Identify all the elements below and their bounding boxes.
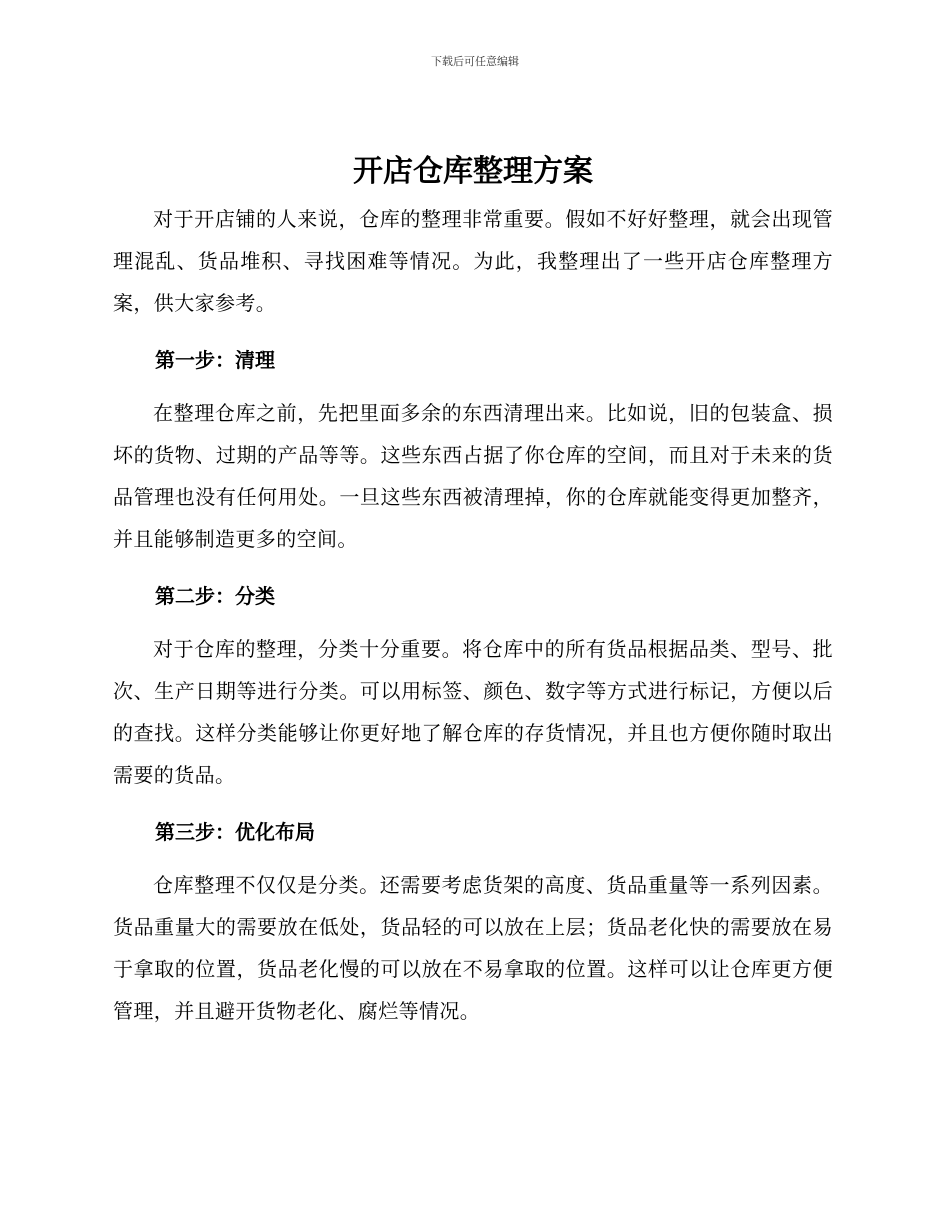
intro-paragraph: 对于开店铺的人来说，仓库的整理非常重要。假如不好好整理，就会出现管理混乱、货品堆积、寻找困难等情况。为此，我整理出了一些开店仓库整理方案，供大家参考。 xyxy=(113,207,833,315)
section-paragraph-clean: 在整理仓库之前，先把里面多余的东西清理出来。比如说，旧的包装盒、损坏的货物、过期的产品等等。这些东西占据了你仓库的空间，而且对于未来的货品管理也没有任何用处。一旦这些东西被清理掉，你的仓库就能变得更加整齐，并且能够制造更多的空间。 xyxy=(113,401,833,551)
page-header-note: 下载后可任意编辑 xyxy=(431,55,519,68)
section-heading-layout: 第三步：优化布局 xyxy=(155,820,315,844)
section-paragraph-classify: 对于仓库的整理，分类十分重要。将仓库中的所有货品根据品类、型号、批次、生产日期等进行分类。可以用标签、颜色、数字等方式进行标记，方便以后的查找。这样分类能够让你更好地了解仓库的存货情况，并且也方便你随时取出需要的货品。 xyxy=(113,637,833,787)
document-title: 开店仓库整理方案 xyxy=(353,154,593,189)
section-heading-clean: 第一步：清理 xyxy=(155,348,275,372)
section-paragraph-layout: 仓库整理不仅仅是分类。还需要考虑货架的高度、货品重量等一系列因素。货品重量大的需要放在低处，货品轻的可以放在上层；货品老化快的需要放在易于拿取的位置，货品老化慢的可以放在不易拿取的位置。这样可以让仓库更方便管理，并且避开货物老化、腐烂等情况。 xyxy=(113,873,833,1023)
section-heading-classify: 第二步：分类 xyxy=(155,584,275,608)
document-body xyxy=(113,150,833,1032)
